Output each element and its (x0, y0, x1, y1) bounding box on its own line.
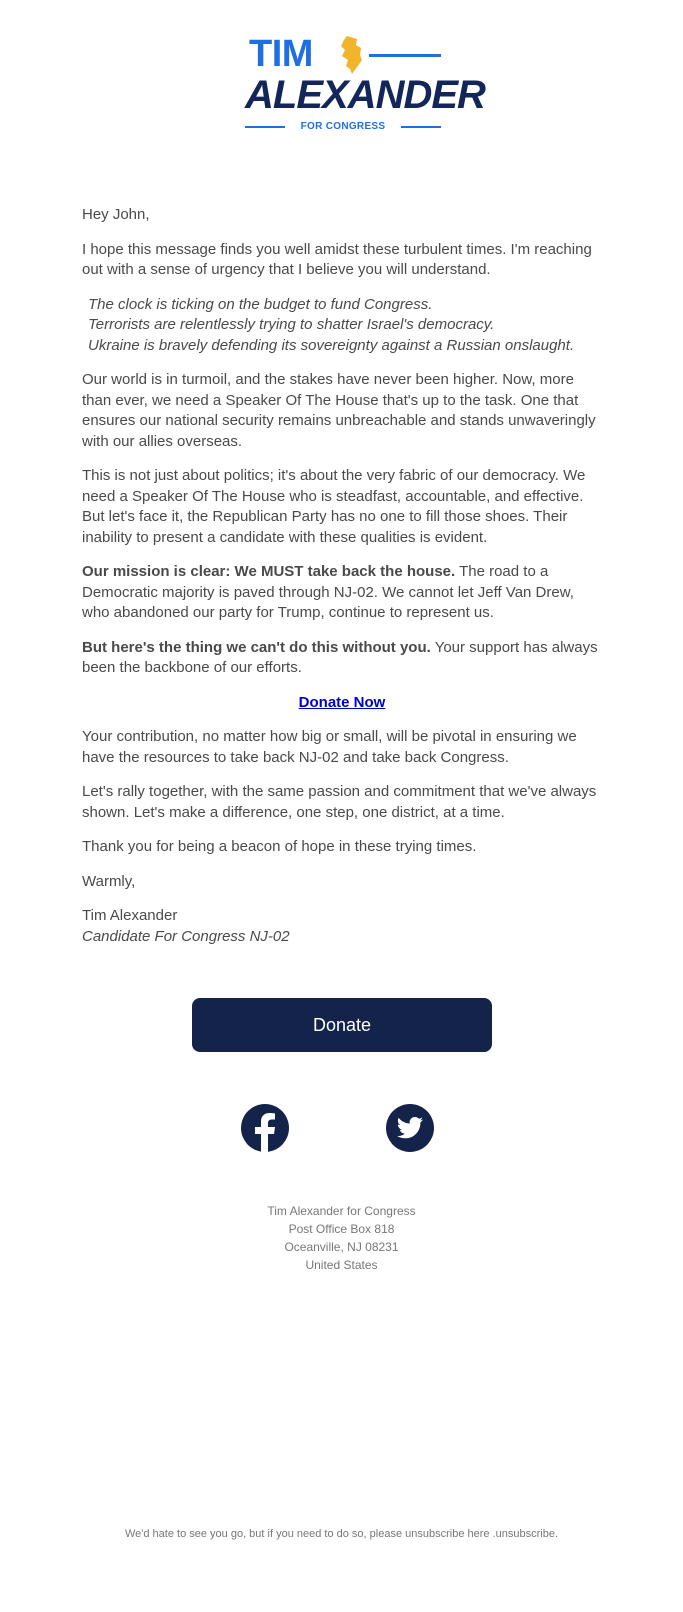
paragraph-rally: Let's rally together, with the same passion and commitment that we've always shown. Let's make a difference, one step, one district, at a time. (82, 783, 597, 821)
logo-tagline-rule-right (401, 126, 441, 128)
facebook-icon (241, 1104, 289, 1152)
campaign-logo (0, 30, 683, 140)
twitter-icon (386, 1104, 434, 1152)
paragraph-democracy: This is not just about politics; it's about the very fabric of our democracy. We need a Speaker Of The House who is steadfast, accountable, and effective. But let's face it, the Republican Party has no one to fill those shoes. Their inability to present a candidate with these qualities is evident. (82, 467, 586, 546)
closing: Warmly, (82, 872, 136, 890)
twitter-link[interactable] (386, 1104, 434, 1152)
donate-now-link[interactable]: Donate Now (298, 693, 386, 711)
new-jersey-state-icon (339, 36, 363, 74)
logo-last-name: ALEXANDER (245, 73, 485, 117)
donate-button[interactable]: Donate (192, 998, 492, 1052)
logo-divider (369, 54, 441, 57)
support-text: Your support has always been the backbone of our efforts. (82, 638, 598, 676)
quote-line: Terrorists are relentlessly trying to shatter Israel's democracy. (88, 316, 495, 333)
mission-text: The road to a Democratic majority is paved through NJ-02. We cannot let Jeff Van Drew, who abandoned our party for Trump, continue to represent us. (82, 563, 574, 621)
mailing-address (0, 1202, 683, 1274)
logo-tagline: FOR CONGRESS (300, 121, 386, 132)
address-line: Oceanville, NJ 08231 (284, 1240, 399, 1254)
logo-tagline-rule-left (245, 126, 285, 128)
signature-title: Candidate For Congress NJ-02 (82, 927, 290, 945)
intro-paragraph: I hope this message finds you well amidst these turbulent times. I'm reaching out with a sense of urgency that I believe you will understand. (82, 240, 592, 278)
paragraph-support (82, 638, 602, 679)
email-body (82, 205, 602, 961)
address-line: Post Office Box 818 (288, 1222, 395, 1236)
facebook-link[interactable] (241, 1104, 289, 1152)
quote-line: Ukraine is bravely defending its sovereignty against a Russian onslaught. (88, 336, 575, 354)
donate-link-row (82, 693, 602, 714)
support-bold: But here's the thing we can't do this without you. (82, 638, 431, 656)
address-line: Tim Alexander for Congress (267, 1204, 416, 1218)
quote-line: The clock is ticking on the budget to fund Congress. (88, 295, 433, 313)
unsubscribe-footer[interactable]: We'd hate to see you go, but if you need to do so, please unsubscribe here .unsubscribe. (124, 1528, 558, 1540)
logo-tagline-row (245, 119, 441, 135)
logo-first-name: TIM (249, 33, 313, 75)
signature-name: Tim Alexander (82, 907, 178, 924)
paragraph-mission (82, 562, 602, 624)
greeting: Hey John, (82, 206, 150, 223)
paragraph-contribution: Your contribution, no matter how big or small, will be pivotal in ensuring we have the resources to take back NJ-02 and take back Congress. (82, 728, 577, 766)
paragraph-turmoil: Our world is in turmoil, and the stakes have never been higher. Now, more than ever, we need a Speaker Of The House that's up to the task. One that ensures our national security remains unbreachable and stands unwaveringly with our allies overseas. (82, 371, 596, 450)
paragraph-thanks: Thank you for being a beacon of hope in these trying times. (82, 838, 477, 855)
signature (82, 906, 602, 947)
mission-bold: Our mission is clear: We MUST take back the house. (82, 563, 456, 580)
address-line: United States (305, 1258, 378, 1272)
italic-quote (82, 295, 602, 357)
